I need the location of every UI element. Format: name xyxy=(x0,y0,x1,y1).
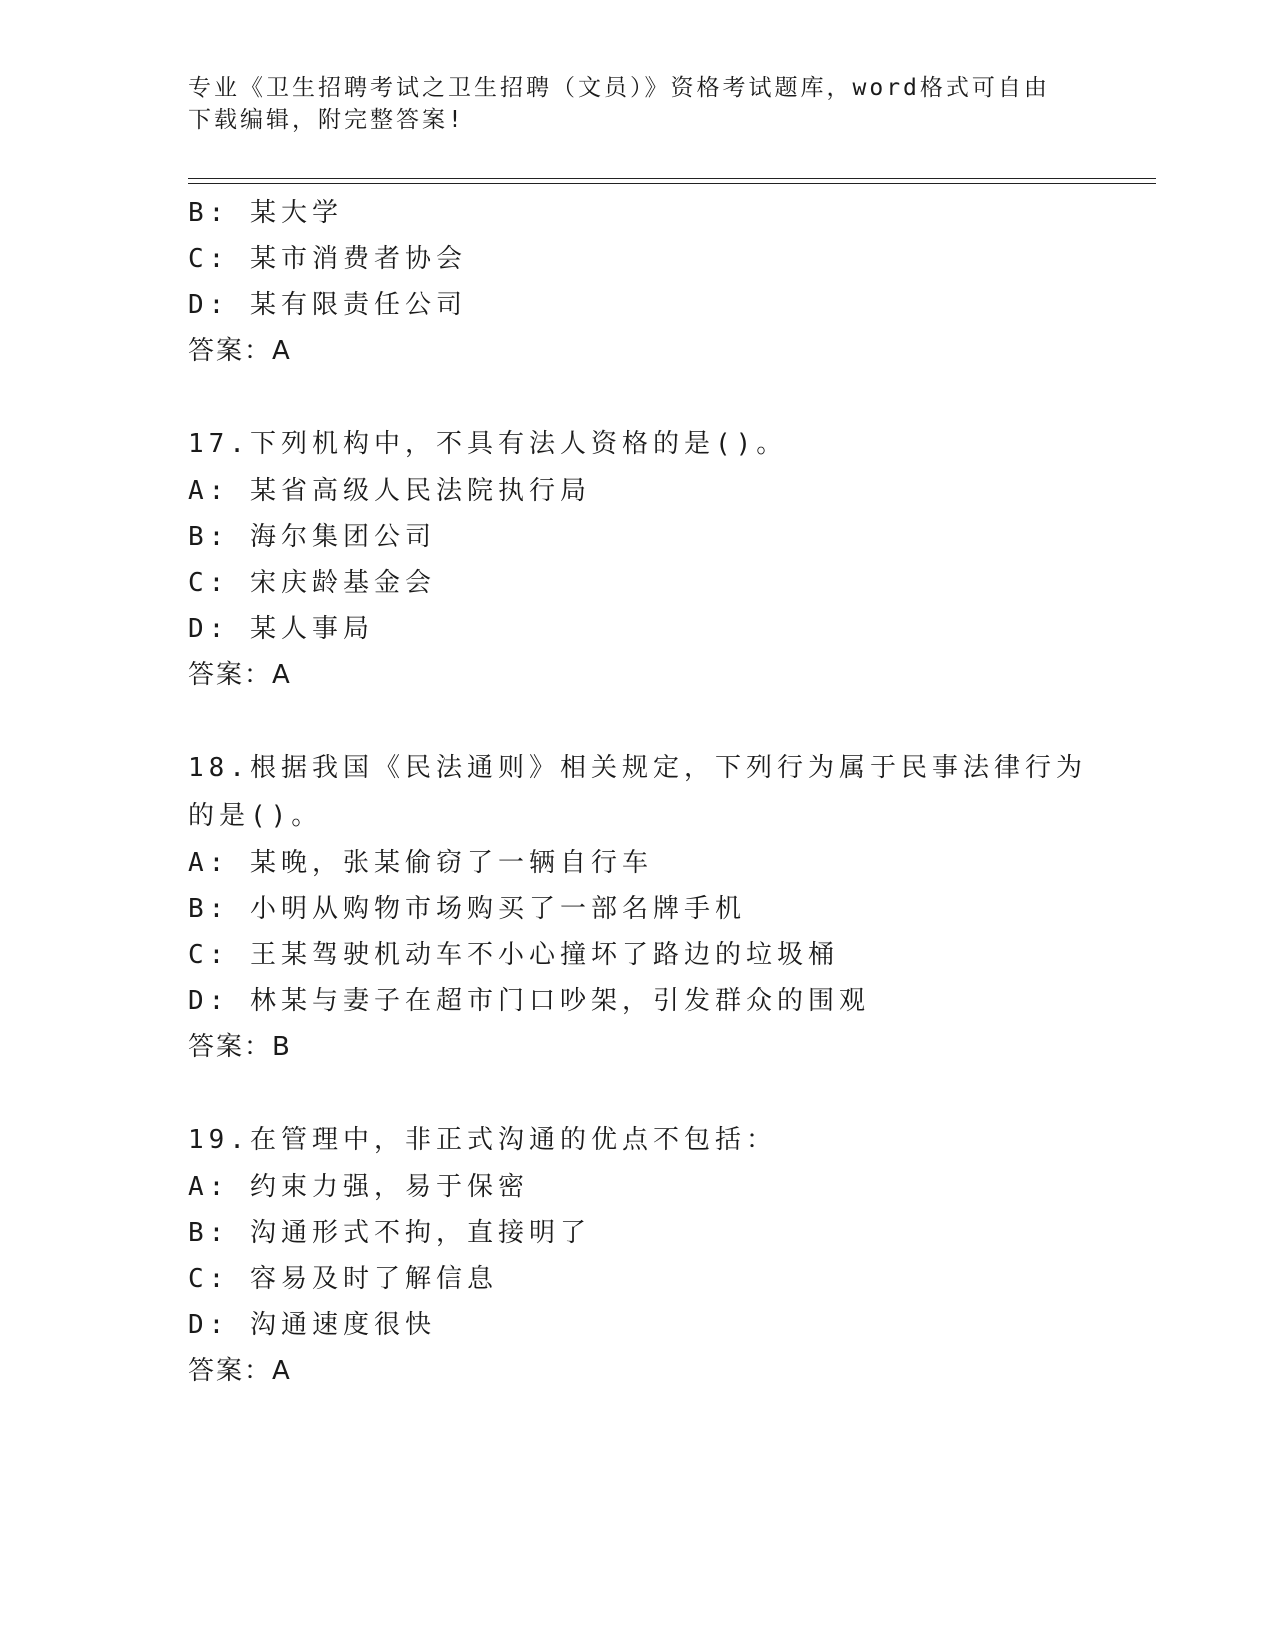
option-d: D: 某有限责任公司 xyxy=(188,290,467,320)
option-b: B: 某大学 xyxy=(188,198,343,228)
option-c: C: 宋庆龄基金会 xyxy=(188,568,436,598)
answer-line: 答案：A xyxy=(188,336,292,366)
option-b: B: 小明从购物市场购买了一部名牌手机 xyxy=(188,894,746,924)
question-17 xyxy=(188,420,1088,698)
option-a: A: 某省高级人民法院执行局 xyxy=(188,476,591,506)
question-stem: 17.下列机构中，不具有法人资格的是()。 xyxy=(188,429,788,459)
answer-line: 答案：A xyxy=(188,660,292,690)
question-stem: 19.在管理中，非正式沟通的优点不包括： xyxy=(188,1125,777,1155)
option-d: D: 林某与妻子在超市门口吵架，引发群众的围观 xyxy=(188,986,870,1016)
question-18 xyxy=(188,744,1088,1070)
option-a: A: 某晚，张某偷窃了一辆自行车 xyxy=(188,848,653,878)
option-b: B: 沟通形式不拘，直接明了 xyxy=(188,1218,591,1248)
question-list xyxy=(188,190,1088,1440)
question-19 xyxy=(188,1116,1088,1394)
option-b: B: 海尔集团公司 xyxy=(188,522,436,552)
option-c: C: 某市消费者协会 xyxy=(188,244,467,274)
option-a: A: 约束力强，易于保密 xyxy=(188,1172,529,1202)
option-c: C: 王某驾驶机动车不小心撞坏了路边的垃圾桶 xyxy=(188,940,839,970)
option-d: D: 某人事局 xyxy=(188,614,374,644)
question-stem: 18.根据我国《民法通则》相关规定，下列行为属于民事法律行为的是()。 xyxy=(188,753,1087,831)
header-divider xyxy=(188,178,1156,184)
option-c: C: 容易及时了解信息 xyxy=(188,1264,498,1294)
option-d: D: 沟通速度很快 xyxy=(188,1310,436,1340)
document-header: 专业《卫生招聘考试之卫生招聘（文员）》资格考试题库，word格式可自由下载编辑，附完整答案! xyxy=(188,75,1050,133)
answer-line: 答案：A xyxy=(188,1356,292,1386)
answer-line: 答案：B xyxy=(188,1032,292,1062)
question-partial xyxy=(188,190,1088,374)
